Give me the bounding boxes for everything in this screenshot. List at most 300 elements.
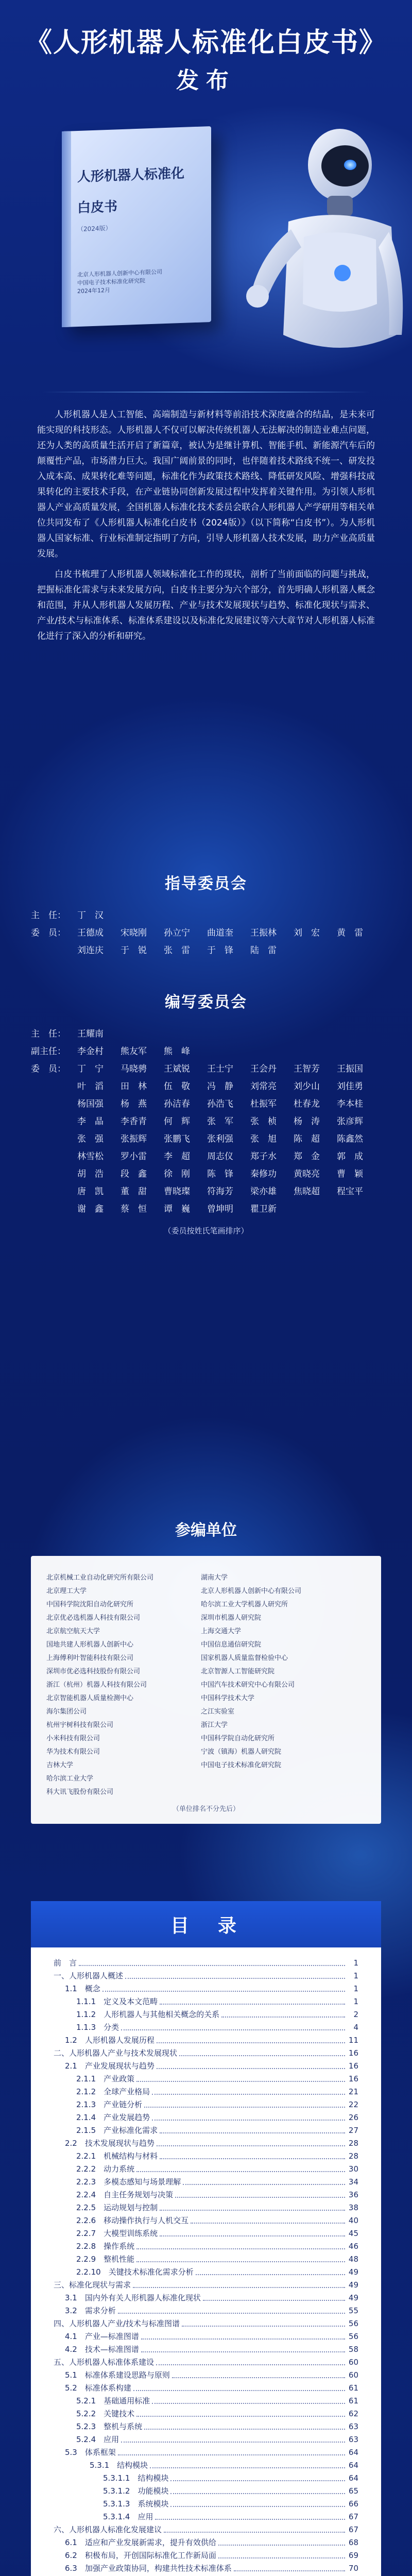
member-name: 黄晓亮: [294, 1169, 320, 1179]
member-name: 郑子水: [250, 1151, 277, 1162]
toc-page-number: 70: [348, 2564, 358, 2573]
member-name: 郑 金: [294, 1151, 320, 1162]
unit-name: 深圳市机器人研究院: [201, 1614, 262, 1622]
toc-leader-dots: [141, 2338, 345, 2340]
toc-leader-dots: [118, 2454, 345, 2455]
toc-page-number: 69: [348, 2551, 358, 2560]
member-name: 王振林: [250, 928, 277, 938]
member-name: 张振辉: [121, 1134, 147, 1144]
toc-entry-title: 6.3 加强产业政策协同，构建共性技术标准体系: [65, 2564, 232, 2573]
toc-leader-dots: [170, 2493, 345, 2494]
toc-leader-dots: [141, 2351, 345, 2352]
toc-page-number: 60: [348, 2358, 358, 2367]
toc-entry[interactable]: [54, 2446, 358, 2459]
unit-name: 杭州宇树科技有限公司: [46, 1721, 114, 1729]
toc-entry-title: 2.2.6 移动操作执行与人机交互: [76, 2216, 189, 2225]
toc-entry[interactable]: [54, 2111, 358, 2124]
toc-entry[interactable]: [54, 2382, 358, 2395]
toc-entry-title: 1.1.3 分类: [76, 2023, 119, 2032]
toc-entry[interactable]: [54, 2176, 358, 2189]
toc-entry-title: 5.3.1 结构模块: [90, 2461, 148, 2470]
toc-leader-dots: [152, 2094, 345, 2095]
toc-entry[interactable]: [54, 2266, 358, 2279]
toc-entry-title: 4.2 技术—标准图谱: [65, 2345, 139, 2354]
toc-page-number: 45: [348, 2229, 358, 2238]
member-name: 冯 静: [207, 1081, 233, 1092]
toc-entry[interactable]: [54, 2523, 358, 2536]
toc-leader-dots: [191, 2223, 345, 2224]
toc-entry[interactable]: [54, 2137, 358, 2150]
toc-entry[interactable]: [54, 2472, 358, 2485]
toc-page-number: 48: [348, 2255, 358, 2264]
toc-entry[interactable]: [54, 2304, 358, 2317]
toc-entry[interactable]: [54, 2330, 358, 2343]
toc-entry-title: 1.1.2 人形机器人与其他相关概念的关系: [76, 2010, 220, 2019]
toc-leader-dots: [218, 2557, 345, 2558]
toc-leader-dots: [218, 2545, 345, 2546]
toc-entry[interactable]: [54, 2060, 358, 2073]
role-label: 委 员：: [31, 928, 66, 938]
toc-leader-dots: [150, 2467, 345, 2468]
toc-entry-title: 三、标准化现状与需求: [54, 2280, 131, 2290]
toc-entry-title: 2.2.9 整机性能: [76, 2255, 135, 2264]
member-name: 曹晓璨: [164, 1187, 190, 1197]
member-name: 周志仪: [207, 1151, 233, 1162]
unit-name: 科大讯飞股份有限公司: [46, 1788, 114, 1796]
unit-name: 中国科学技术大学: [201, 1694, 255, 1702]
toc-entry[interactable]: [54, 2369, 358, 2382]
toc-page-number: 64: [348, 2473, 358, 2483]
member-name: 符海芳: [207, 1187, 233, 1197]
toc-heading: 目 录: [31, 1901, 381, 1947]
member-name: 宋晓刚: [121, 928, 147, 938]
toc-entry[interactable]: [54, 2292, 358, 2304]
member-name: 杨 燕: [121, 1099, 147, 1109]
toc-page-number: 26: [348, 2113, 358, 2122]
compile-row: [31, 1025, 381, 1043]
toc-entry-title: 2.2.3 多模态感知与场景理解: [76, 2177, 181, 2187]
toc-leader-dots: [136, 2261, 345, 2262]
book-date: 2024年12月: [77, 286, 110, 295]
toc-page-number: 21: [348, 2087, 358, 2096]
compile-row: [31, 1060, 381, 1218]
intro-paragraph-1: 人形机器人是人工智能、高端制造与新材料等前沿技术深度融合的结晶，是未来可能实现的科技形态。人形机器人不仅可以解决传统机器人无法解决的制造业难点问题，还为人类的高质量生活开启了新篇章，被认为是继计算机、智能手机、新能源汽车后的颠覆性产品，市场潜力巨大。我国广阔前景的同时，也伴随着技术路线不统一、研发投入成本高、成果转化难等问题，标准化作为政策技术路线、降低研发风险、增强科技成果转化的主要技术手段，在产业链协同创新发展过程中发挥着关键作用。为引领人形机器人产业高质量发展，全国机器人标准化技术委员会联合人形机器人产学研用等相关单位共同发布了《人形机器人标准化白皮书（2024版）》（以下简称“白皮书”）。为人形机器人国家标准、行业标准制定指明了方向，引导人形机器人技术发展，助力产业高质量发展。: [37, 410, 375, 559]
toc-entry[interactable]: [54, 2227, 358, 2240]
member-name: 张利强: [207, 1134, 233, 1144]
toc-entry[interactable]: [54, 2549, 358, 2562]
toc-entry[interactable]: [54, 2253, 358, 2266]
toc-entry-title: 2.2.4 自主任务规划与决策: [76, 2190, 174, 2199]
member-name: 孙浩飞: [207, 1099, 233, 1109]
toc-page-number: 56: [348, 2319, 358, 2328]
toc-leader-dots: [121, 2442, 345, 2443]
unit-name: 北京理工大学: [46, 1587, 87, 1595]
toc-entry-title: 5.2.4 应用: [76, 2435, 119, 2444]
toc-entry[interactable]: [54, 2536, 358, 2549]
book-spine: [62, 131, 71, 327]
toc-leader-dots: [136, 2416, 345, 2417]
unit-name: 国地共建人形机器人创新中心: [46, 1641, 134, 1649]
role-label: 主 任：: [31, 1029, 66, 1039]
toc-entry[interactable]: [54, 2240, 358, 2253]
member-name: 曲道奎: [207, 928, 233, 938]
toc-entry-title: 2.1.1 产业政策: [76, 2074, 135, 2083]
member-name: 陈 锋: [207, 1169, 233, 1179]
guide-row: [31, 907, 381, 924]
toc-page-number: 1: [353, 1984, 358, 1993]
member-name: 杨 涛: [294, 1116, 320, 1127]
page-title: 《人形机器人标准化白皮书》: [25, 27, 387, 58]
toc-entry[interactable]: [54, 1957, 358, 1970]
toc-leader-dots: [152, 2403, 345, 2404]
member-name: 王会丹: [250, 1064, 277, 1074]
toc-entry[interactable]: [54, 2098, 358, 2111]
toc-entry-title: 5.2.3 整机与系统: [76, 2422, 143, 2431]
member-name: 陆 雷: [250, 945, 277, 956]
member-name: 董 甜: [121, 1187, 147, 1197]
toc-entry-title: 1.2 人形机器人发展历程: [65, 2036, 154, 2045]
page-subtitle: 发布: [176, 67, 236, 94]
member-name: 蔡 恒: [121, 1204, 147, 1214]
unit-name: 北京智源人工智能研究院: [201, 1668, 275, 1675]
toc-entry-title: 一、人形机器人概述: [54, 1971, 124, 1980]
guide-row: [31, 924, 381, 959]
toc-entry[interactable]: [54, 1982, 358, 1995]
toc-leader-dots: [182, 2326, 345, 2327]
member-name: 张 桢: [250, 1116, 277, 1127]
toc-entry-title: 3.1 国内外有关人形机器人标准化现状: [65, 2293, 201, 2302]
toc-page-number: 65: [348, 2486, 358, 2496]
member-name: 王德成: [77, 928, 104, 938]
unit-name: 北京智能机器人质量检测中心: [46, 1694, 134, 1702]
toc-leader-dots: [157, 2145, 345, 2146]
toc-entry[interactable]: [54, 2034, 358, 2047]
toc-entry[interactable]: [54, 2201, 358, 2214]
toc-page-number: 46: [348, 2242, 358, 2251]
member-name: 田 林: [121, 1081, 147, 1092]
toc-leader-dots: [170, 2480, 345, 2481]
toc-entry[interactable]: [54, 2047, 358, 2060]
toc-leader-dots: [144, 2429, 345, 2430]
member-name: 张 强: [77, 1134, 104, 1144]
member-name: 罗小雷: [121, 1151, 147, 1162]
toc-entry[interactable]: [54, 2021, 358, 2034]
toc-page-number: 16: [348, 2061, 358, 2071]
toc-page-number: 28: [348, 2151, 358, 2161]
unit-name: 国家机器人质量监督检验中心: [201, 1654, 288, 1662]
member-name: 程宝平: [337, 1187, 363, 1197]
toc-leader-dots: [156, 2364, 345, 2365]
toc-entry[interactable]: [54, 2214, 358, 2227]
toc-leader-dots: [121, 2029, 345, 2030]
toc-leader-dots: [160, 2004, 345, 2005]
toc-leader-dots: [203, 2300, 345, 2301]
toc-page-number: 49: [348, 2293, 358, 2302]
member-name: 伍 敬: [164, 1081, 190, 1092]
toc-entry[interactable]: [54, 2279, 358, 2292]
member-name: 王振国: [337, 1064, 363, 1074]
guide-committee-heading: 指导委员会: [165, 875, 247, 893]
member-name: 马晓骋: [121, 1064, 147, 1074]
toc-entry-title: 5.3.1.4 应用: [103, 2512, 153, 2521]
toc-entry[interactable]: [54, 2073, 358, 2086]
whitepaper-cover: [62, 126, 211, 327]
role-label: 委 员：: [31, 1064, 66, 1074]
unit-name: 中国电子技术标准化研究院: [201, 1761, 282, 1769]
toc-page-number: 58: [348, 2345, 358, 2354]
toc-entry-title: 二、人形机器人产业与技术发展现状: [54, 2048, 178, 2058]
member-name: 何 辉: [164, 1116, 190, 1127]
toc-entry-title: 2.2.5 运动规划与控制: [76, 2203, 158, 2212]
toc-page-number: 61: [348, 2396, 358, 2405]
unit-name: 中国科学院沈阳自动化研究所: [46, 1601, 134, 1608]
member-name: 孙立宁: [164, 928, 190, 938]
toc-leader-dots: [196, 2274, 345, 2275]
member-name: 王耀南: [77, 1029, 104, 1039]
member-name: 陈 超: [294, 1134, 320, 1144]
toc-page-number: 63: [348, 2422, 358, 2431]
toc-page-number: 1: [353, 1997, 358, 2006]
member-name: 刘连庆: [77, 945, 104, 956]
toc-entry-title: 2.2.2 动力系统: [76, 2164, 135, 2174]
member-name: 胡 浩: [77, 1169, 104, 1179]
member-name: 段 鑫: [121, 1169, 147, 1179]
toc-page-number: 30: [348, 2164, 358, 2174]
member-name: 谢 鑫: [77, 1204, 104, 1214]
toc-page-number: 67: [348, 2525, 358, 2534]
toc-entry[interactable]: [54, 2459, 358, 2472]
book-year: （2024版）: [77, 224, 112, 233]
toc-leader-dots: [136, 2081, 345, 2082]
compile-committee-heading: 编写委员会: [165, 993, 247, 1011]
toc-entry[interactable]: [54, 2317, 358, 2330]
toc-leader-dots: [133, 2390, 345, 2391]
toc-entry[interactable]: [54, 2420, 358, 2433]
book-publisher-1: 北京人形机器人创新中心有限公司: [77, 268, 162, 279]
member-name: 李 晶: [77, 1116, 104, 1127]
toc-page-number: 49: [348, 2280, 358, 2290]
unit-name: 湖南大学: [201, 1574, 228, 1582]
unit-name: 小米科技有限公司: [46, 1735, 100, 1742]
member-name: 熊友军: [121, 1046, 147, 1057]
member-name: 刘佳勇: [337, 1081, 363, 1092]
toc-entry-title: 2.1 产业发展现状与趋势: [65, 2061, 154, 2071]
member-name: 丁 宁: [77, 1064, 104, 1074]
member-name: 于 锋: [207, 945, 233, 956]
toc-entry[interactable]: [54, 2343, 358, 2356]
member-name: 张彦辉: [337, 1116, 363, 1127]
member-name: 张 旭: [250, 1134, 277, 1144]
member-name: 张 雷: [164, 945, 190, 956]
toc-entry[interactable]: [54, 1995, 358, 2008]
unit-name: 吉林大学: [46, 1761, 74, 1769]
member-name: 李金村: [77, 1046, 104, 1057]
toc-entry-title: 5.1 标准体系建设思路与原则: [65, 2370, 170, 2380]
toc-entry-title: 5.2.2 关键技术: [76, 2409, 135, 2418]
toc-entry-title: 六、人形机器人标准化发展建议: [54, 2525, 162, 2534]
toc-leader-dots: [179, 2055, 345, 2056]
toc-page-number: 63: [348, 2435, 358, 2444]
divider: [41, 392, 371, 393]
toc-page-number: 1: [353, 1958, 358, 1968]
toc-entry-title: 5.3.1.3 系统模块: [103, 2499, 169, 2509]
toc-entry-title: 前 言: [54, 1958, 77, 1968]
unit-name: 之江实验室: [201, 1708, 235, 1716]
toc-entry-title: 2.2.8 操作系统: [76, 2242, 135, 2251]
toc-leader-dots: [160, 2132, 345, 2133]
toc-entry-title: 1.1.1 定义及本文范畴: [76, 1997, 158, 2006]
book-publisher-2: 中国电子技术标准化研究院: [77, 277, 145, 287]
member-name: 于 锐: [121, 945, 147, 956]
member-name: 黄 雷: [337, 928, 363, 938]
compile-committee: [31, 1025, 381, 1240]
toc-page-number: 38: [348, 2203, 358, 2212]
member-name: 孙洁春: [164, 1099, 190, 1109]
toc-entry[interactable]: [54, 2498, 358, 2511]
toc-page-number: 4: [353, 2023, 358, 2032]
compile-row: [31, 1043, 381, 1060]
toc-leader-dots: [160, 2158, 345, 2159]
toc-page-number: 66: [348, 2499, 358, 2509]
toc-page-number: 1: [353, 1971, 358, 1980]
toc-entry-title: 2.2.1 机械结构与材料: [76, 2151, 158, 2161]
toc-entry[interactable]: [54, 2485, 358, 2498]
toc-page-number: 64: [348, 2461, 358, 2470]
toc-entry-title: 5.2.1 基础通用标准: [76, 2396, 150, 2405]
toc-entry-title: 1.1 概念: [65, 1984, 100, 1993]
member-name: 瞿卫新: [250, 1204, 277, 1214]
toc-page-number: 60: [348, 2370, 358, 2380]
units-note: （单位排名不分先后）: [172, 1805, 239, 1813]
intro-text: [37, 407, 375, 644]
toc-page-number: 2: [353, 2010, 358, 2019]
toc-leader-dots: [164, 2532, 345, 2533]
toc-page-number: 28: [348, 2139, 358, 2148]
member-name: 刘常亮: [250, 1081, 277, 1092]
toc-entry[interactable]: [54, 2189, 358, 2201]
toc-leader-dots: [136, 2171, 345, 2172]
member-name: 曹 颖: [337, 1169, 363, 1179]
member-name: 杜振军: [250, 1099, 277, 1109]
unit-name: 海尔集团公司: [46, 1708, 87, 1716]
member-name: 焦晓超: [294, 1187, 320, 1197]
toc-entry[interactable]: [54, 2511, 358, 2523]
toc-page-number: 22: [348, 2100, 358, 2109]
toc-leader-dots: [144, 2107, 345, 2108]
member-name: 李本桂: [337, 1099, 363, 1109]
toc-page-number: 67: [348, 2512, 358, 2521]
toc-page-number: 61: [348, 2383, 358, 2393]
table-of-contents: [31, 1947, 381, 2576]
member-name: 张鹏飞: [164, 1134, 190, 1144]
toc-leader-dots: [152, 2120, 345, 2121]
member-name: 王斌锐: [164, 1064, 190, 1074]
toc-page-number: 68: [348, 2538, 358, 2547]
toc-entry[interactable]: [54, 1970, 358, 1982]
toc-leader-dots: [221, 2016, 345, 2018]
toc-entry[interactable]: [54, 2562, 358, 2575]
member-name: 杨国强: [77, 1099, 104, 1109]
member-name: 刘少山: [294, 1081, 320, 1092]
member-name: 王智芳: [294, 1064, 320, 1074]
toc-leader-dots: [79, 1965, 345, 1966]
toc-entry[interactable]: [54, 2163, 358, 2176]
book-title-line2: 白皮书: [77, 199, 118, 216]
member-name: 叶 滔: [77, 1081, 104, 1092]
toc-leader-dots: [157, 2042, 345, 2043]
toc-entry-title: 五、人形机器人标准体系建设: [54, 2358, 154, 2367]
toc-page-number: 55: [348, 2306, 358, 2315]
toc-entry[interactable]: [54, 2008, 358, 2021]
toc-entry-title: 2.1.5 产业标准化需求: [76, 2126, 158, 2135]
toc-page-number: 62: [348, 2409, 358, 2418]
committee-note: （委员按姓氏笔画排序）: [163, 1226, 249, 1235]
member-name: 丁 汉: [77, 910, 104, 921]
member-name: 刘 宏: [294, 928, 320, 938]
toc-page-number: 16: [348, 2074, 358, 2083]
member-name: 郭 成: [337, 1151, 363, 1162]
toc-entry-title: 2.1.3 产业链分析: [76, 2100, 143, 2109]
robot-illustration: [242, 118, 407, 397]
member-name: 谭 巍: [164, 1204, 190, 1214]
unit-name: 哈尔滨工业大学机器人研究所: [201, 1601, 288, 1608]
toc-leader-dots: [102, 1991, 345, 1992]
toc-entry-title: 5.3 体系框架: [65, 2448, 116, 2457]
toc-entry[interactable]: [54, 2395, 358, 2408]
toc-leader-dots: [170, 2506, 345, 2507]
unit-name: 中国科学院自动化研究所: [201, 1735, 275, 1742]
toc-entry[interactable]: [54, 2124, 358, 2137]
member-name: 张 军: [207, 1116, 233, 1127]
toc-entry-title: 2.2.7 大模型训练系统: [76, 2229, 158, 2238]
toc-page-number: 64: [348, 2448, 358, 2457]
toc-entry-title: 5.3.1.1 结构模块: [103, 2473, 169, 2483]
toc-leader-dots: [172, 2377, 345, 2378]
unit-name: 宁波（镇海）机器人研究院: [201, 1748, 282, 1756]
toc-entry[interactable]: [54, 2356, 358, 2369]
book-title-line1: 人形机器人标准化: [77, 165, 185, 185]
book-publishers: [77, 267, 196, 296]
unit-name: 浙江（杭州）机器人科技有限公司: [46, 1681, 147, 1689]
unit-name: 上海交通大学: [201, 1628, 242, 1635]
toc-entry-title: 2.1.2 全球产业格局: [76, 2087, 150, 2096]
toc-entry[interactable]: [54, 2086, 358, 2098]
member-name: 陈鑫然: [337, 1134, 363, 1144]
member-name: 徐 刚: [164, 1169, 190, 1179]
toc-entry[interactable]: [54, 2433, 358, 2446]
toc-entry-title: 2.2 技术发展现状与趋势: [65, 2139, 154, 2148]
toc-leader-dots: [175, 2197, 345, 2198]
member-name: 李 超: [164, 1151, 190, 1162]
member-name: 曾坤明: [207, 1204, 233, 1214]
unit-name: 北京机械工业自动化研究所有限公司: [46, 1574, 154, 1582]
member-name: 梁亦雄: [250, 1187, 277, 1197]
member-name: 熊 峰: [164, 1046, 190, 1057]
role-label: 主 任：: [31, 910, 66, 921]
unit-name: [201, 1786, 366, 1799]
toc-entry[interactable]: [54, 2408, 358, 2420]
toc-entry-title: 2.2.10 关键技术标准化需求分析: [76, 2267, 194, 2277]
toc-entry-title: 2.1.4 产业发展趋势: [76, 2113, 150, 2122]
intro-paragraph-2: 白皮书梳理了人形机器人领域标准化工作的现状，剖析了当前面临的问题与挑战，把握标准化需求与未来发展方向，白皮书主要分为六个部分，首先明确人形机器人概念和范围，并从人形机器人发展历程、产业与技术发展现状与趋势、标准化现状与需求、产业/技术与标准体系、标准体系建设以及标准化发展建议等六大章节对人形机器人标准化进行了深入的分析和研究。: [37, 569, 375, 641]
toc-page-number: 11: [348, 2036, 358, 2045]
units-heading: 参编单位: [175, 1521, 237, 1539]
toc-entry[interactable]: [54, 2150, 358, 2163]
toc-leader-dots: [133, 2287, 345, 2288]
toc-leader-dots: [155, 2519, 345, 2520]
toc-page-number: 36: [348, 2190, 358, 2199]
toc-leader-dots: [118, 2313, 345, 2314]
